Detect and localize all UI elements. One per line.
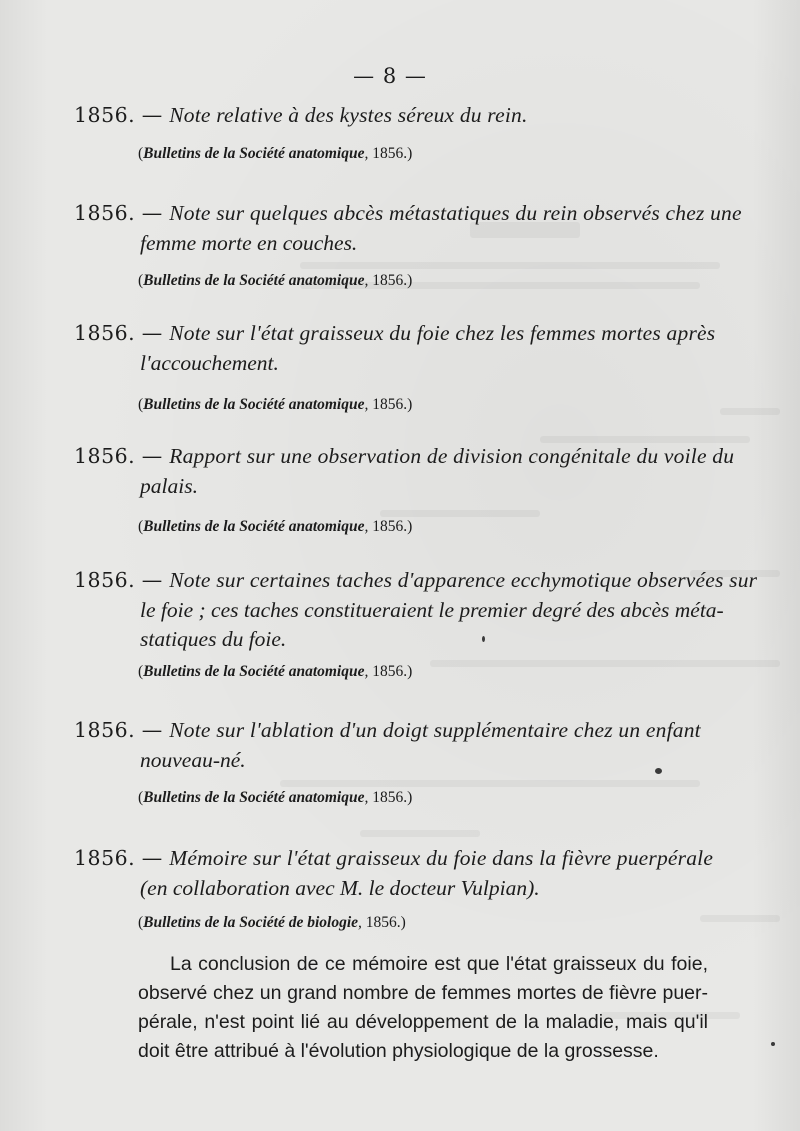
- reference-year: 1856.): [372, 396, 413, 413]
- entry-title-continuation: statiques du foie.: [140, 627, 287, 651]
- reference-year: 1856.): [372, 272, 413, 289]
- ink-speck: [482, 636, 485, 642]
- entry-title-continuation: femme morte en couches.: [140, 231, 358, 255]
- entry-year: 1856.: [74, 568, 136, 592]
- reference-journal: Bulletins de la Société de biologie: [143, 914, 358, 931]
- entry-first-line: [74, 843, 714, 874]
- entry-reference: (Bulletins de la Société de biologie, 1856.): [138, 914, 406, 931]
- ink-speck: [655, 768, 662, 774]
- paragraph-line: observé chez un grand nombre de femmes mortes de fièvre puer-: [138, 982, 708, 1004]
- bibliography-entry: [74, 318, 714, 378]
- entry-dash: —: [141, 444, 163, 468]
- paragraph-line: pérale, n'est point lié au développement de la maladie, mais qu'il: [138, 1011, 708, 1033]
- entry-dash: —: [141, 321, 163, 345]
- entry-dash: —: [141, 718, 163, 742]
- entry-reference: (Bulletins de la Société anatomique, 1856.): [138, 272, 413, 289]
- reference-year: 1856.): [365, 914, 406, 931]
- entry-title-continuation: palais.: [140, 474, 198, 498]
- entry-title: Note sur certaines taches d'apparence ecchymotique observées sur: [169, 568, 758, 592]
- summary-paragraph: [138, 950, 708, 1066]
- entry-year: 1856.: [74, 103, 136, 127]
- entry-reference: (Bulletins de la Société anatomique, 1856.): [138, 663, 413, 680]
- reference-journal: Bulletins de la Société anatomique: [143, 789, 365, 806]
- entry-title: Rapport sur une observation de division congénitale du voile du: [169, 444, 735, 468]
- paragraph-line: doit être attribué à l'évolution physiologique de la grossesse.: [138, 1040, 659, 1062]
- entry-reference: (Bulletins de la Société anatomique, 1856.): [138, 518, 413, 535]
- entry-year: 1856.: [74, 321, 136, 345]
- entry-title-continuation: (en collaboration avec M. le docteur Vulpian).: [140, 876, 540, 900]
- entry-title-continuation: nouveau-né.: [140, 748, 246, 772]
- entry-first-line: [74, 198, 742, 229]
- bibliography-entry: [74, 843, 714, 903]
- bibliography-entry: [74, 715, 714, 775]
- entry-year: 1856.: [74, 444, 136, 468]
- entry-title-continuation: l'accouchement.: [140, 351, 279, 375]
- reference-journal: Bulletins de la Société anatomique: [143, 663, 365, 680]
- entry-year: 1856.: [74, 718, 136, 742]
- entry-title: Note sur l'état graisseux du foie chez les femmes mortes après: [169, 321, 716, 345]
- entry-title: Note relative à des kystes séreux du rein.: [169, 103, 528, 127]
- entry-first-line: [74, 318, 714, 349]
- paragraph-line: La conclusion de ce mémoire est que l'état graisseux du foie,: [170, 953, 708, 975]
- entry-title: Note sur l'ablation d'un doigt supplémentaire chez un enfant: [169, 718, 701, 742]
- entry-year: 1856.: [74, 201, 136, 225]
- entry-reference: (Bulletins de la Société anatomique, 1856.): [138, 396, 413, 413]
- entry-dash: —: [141, 201, 163, 225]
- entry-first-line: [74, 100, 714, 131]
- entry-reference: (Bulletins de la Société anatomique, 1856.): [138, 789, 413, 806]
- entry-dash: —: [141, 846, 163, 870]
- bibliography-entry: [74, 198, 742, 258]
- entry-title: Mémoire sur l'état graisseux du foie dans la fièvre puerpérale: [169, 846, 714, 870]
- reference-year: 1856.): [372, 663, 413, 680]
- entry-first-line: [74, 441, 735, 472]
- entry-dash: —: [141, 103, 163, 127]
- entry-year: 1856.: [74, 846, 136, 870]
- ink-speck: [771, 1042, 775, 1046]
- bibliography-entry: [74, 565, 758, 654]
- entry-first-line: [74, 565, 758, 596]
- entry-dash: —: [141, 568, 163, 592]
- reference-journal: Bulletins de la Société anatomique: [143, 145, 365, 162]
- entry-title: Note sur quelques abcès métastatiques du rein observés chez une: [169, 201, 742, 225]
- reference-journal: Bulletins de la Société anatomique: [143, 272, 365, 289]
- reference-year: 1856.): [372, 145, 413, 162]
- reference-journal: Bulletins de la Société anatomique: [143, 518, 365, 535]
- bibliography-entry: [74, 441, 735, 501]
- entry-first-line: [74, 715, 714, 746]
- entry-title-continuation: le foie ; ces taches constitueraient le premier degré des abcès méta-: [140, 598, 724, 622]
- entry-reference: (Bulletins de la Société anatomique, 1856.): [138, 145, 413, 162]
- reference-journal: Bulletins de la Société anatomique: [143, 396, 365, 413]
- reference-year: 1856.): [372, 518, 413, 535]
- reference-year: 1856.): [372, 789, 413, 806]
- page-number: — 8 —: [353, 64, 427, 88]
- bibliography-entry: [74, 100, 714, 131]
